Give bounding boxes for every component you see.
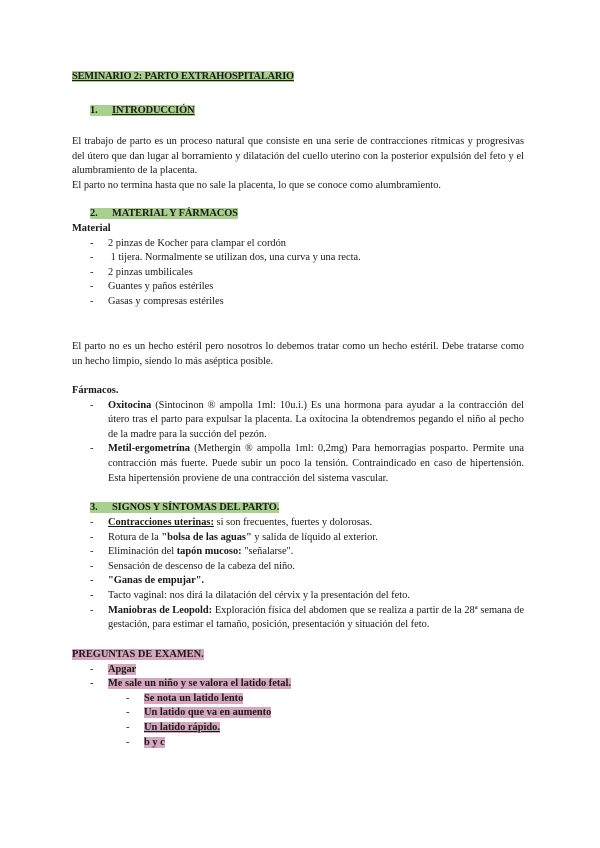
exam-block xyxy=(72,648,524,750)
drug-2-name: Metil-ergometrína xyxy=(108,443,190,455)
sign-2-bold: "bolsa de las aguas" xyxy=(161,531,252,543)
drugs-label: Fármacos. xyxy=(72,385,119,396)
section-1-heading xyxy=(90,105,195,116)
exam-option-1: Se nota un latido lento xyxy=(144,692,244,704)
drug-2-text: (Methergin ® ampolla 1ml: 0,2mg) Para hemorragias posparto. Permite una contracción más fuerte. Puede subir un poco la tensión. Contraindicado en caso de hipertensión. Esta hipertensión proviene de una contracción del sistema vascular. xyxy=(108,443,524,484)
sign-1-text: si son frecuentes, fuertes y dolorosas. xyxy=(213,517,373,528)
list-item: - Gasas y compresas estériles xyxy=(72,295,524,310)
list-item: - 1 tijera. Normalmente se utilizan dos, una curva y una recta. xyxy=(72,251,524,266)
section-2-title: MATERIAL Y FÁRMACOS xyxy=(112,208,238,219)
section-2-heading-block xyxy=(72,207,524,222)
section-1-heading-block xyxy=(72,104,524,119)
exam-options-block xyxy=(72,692,524,750)
drug-1-name: Oxitocina xyxy=(108,399,152,411)
section-1-number: 1. xyxy=(90,105,98,116)
list-item xyxy=(72,442,524,486)
section-3-title: SIGNOS Y SÍNTOMAS DEL PARTO. xyxy=(112,502,280,513)
material-label: Material xyxy=(72,223,111,234)
list-item: - Guantes y paños estériles xyxy=(72,280,524,295)
signs-block xyxy=(72,516,524,633)
drug-1-text: (Sintocinon ® ampolla 1ml: 10u.i.) Es una hormona para ayudar a la contracción del útero tras el parto para expulsar la placenta. La oxitocina la obtendremos pegando el niño al pecho de la madre para la succión del pezón. xyxy=(108,399,524,440)
list-item: - Sensación de descenso de la cabeza del niño. xyxy=(72,560,524,575)
document-title: SEMINARIO 2: PARTO EXTRAHOSPITALARIO xyxy=(72,71,294,82)
section-3-heading xyxy=(90,502,279,513)
sign-1-bold: Contracciones uterinas: xyxy=(108,517,214,528)
list-item: - 2 pinzas de Kocher para clampar el cordón xyxy=(72,237,524,252)
list-item xyxy=(72,736,524,751)
list-item xyxy=(72,663,524,678)
list-item xyxy=(72,677,524,692)
sign-7-bold: Maniobras de Leopold: xyxy=(108,604,213,616)
section-3-number: 3. xyxy=(90,502,98,513)
list-item xyxy=(72,574,524,589)
document-title-block xyxy=(72,70,524,85)
list-item xyxy=(72,531,524,546)
sterile-note: El parto no es un hecho estéril pero nosotros lo debemos tratar como un hecho estéril. Debe tratarse como un hecho limpio, siendo lo más aséptica posible. xyxy=(72,341,524,367)
sign-7-text: Exploración física del abdomen que se realiza a partir de la 28ª semana de gestación, para estimar el tamaño, posición, presentación y situación del feto. xyxy=(108,604,524,631)
sign-2-post: y salida de líquido al exterior. xyxy=(251,531,378,543)
sign-3-bold: tapón mucoso: xyxy=(176,546,242,558)
list-item xyxy=(72,604,524,633)
material-list xyxy=(72,237,524,310)
list-item xyxy=(72,706,524,721)
section-3-heading-block xyxy=(72,501,524,516)
exam-heading: PREGUNTAS DE EXAMEN. xyxy=(72,649,204,660)
list-item xyxy=(72,516,524,531)
sign-5-bold: "Ganas de empujar". xyxy=(108,575,205,587)
section-1-title: INTRODUCCIÓN xyxy=(112,105,195,116)
list-item xyxy=(72,692,524,707)
exam-question-1: Apgar xyxy=(108,663,137,675)
sign-2-pre: Rotura de la xyxy=(108,531,162,543)
list-item: - 2 pinzas umbilicales xyxy=(72,266,524,281)
intro-paragraph-1: El trabajo de parto es un proceso natural que consiste en una serie de contracciones rítmicas y progresivas del útero que dan lugar al borramiento y dilatación del cuello uterino con la posterior expulsión del feto y el alumbramiento de la placenta. xyxy=(72,136,524,177)
exam-questions-list xyxy=(72,663,524,692)
list-item xyxy=(72,399,524,443)
drugs-block xyxy=(72,384,524,486)
exam-option-4: b y c xyxy=(144,736,165,748)
list-item xyxy=(72,721,524,736)
drugs-list xyxy=(72,399,524,487)
list-item xyxy=(72,545,524,560)
exam-option-2: Un latido que va en aumento xyxy=(144,707,272,719)
exam-option-3: Un latido rápido. xyxy=(144,721,220,733)
exam-options-list xyxy=(72,692,524,750)
intro-paragraph-2: El parto no termina hasta que no sale la placenta, lo que se conoce como alumbramiento. xyxy=(72,180,442,191)
signs-list xyxy=(72,516,524,633)
exam-heading-row xyxy=(72,648,524,663)
section-2-heading xyxy=(90,208,238,219)
sign-3-pre: Eliminación del xyxy=(108,546,177,558)
material-block xyxy=(72,222,524,310)
section-2-number: 2. xyxy=(90,208,98,219)
sign-3-post: "señalarse". xyxy=(241,546,294,558)
exam-question-2: Me sale un niño y se valora el latido fetal. xyxy=(108,678,291,690)
list-item: - Tacto vaginal: nos dirá la dilatación del cérvix y la presentación del feto. xyxy=(72,589,524,604)
